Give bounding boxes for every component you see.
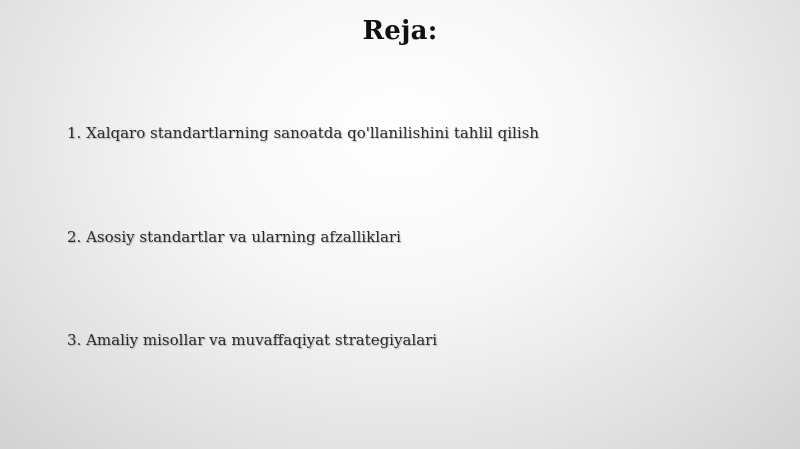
slide-title: Reja: (362, 16, 438, 46)
plan-item-3: 3. Amaliy misollar va muvaffaqiyat strategiyalari (67, 331, 438, 349)
plan-item-1: 1. Xalqaro standartlarning sanoatda qo'llanilishini tahlil qilish (67, 124, 539, 142)
plan-item-2: 2. Asosiy standartlar va ularning afzalliklari (67, 228, 401, 246)
